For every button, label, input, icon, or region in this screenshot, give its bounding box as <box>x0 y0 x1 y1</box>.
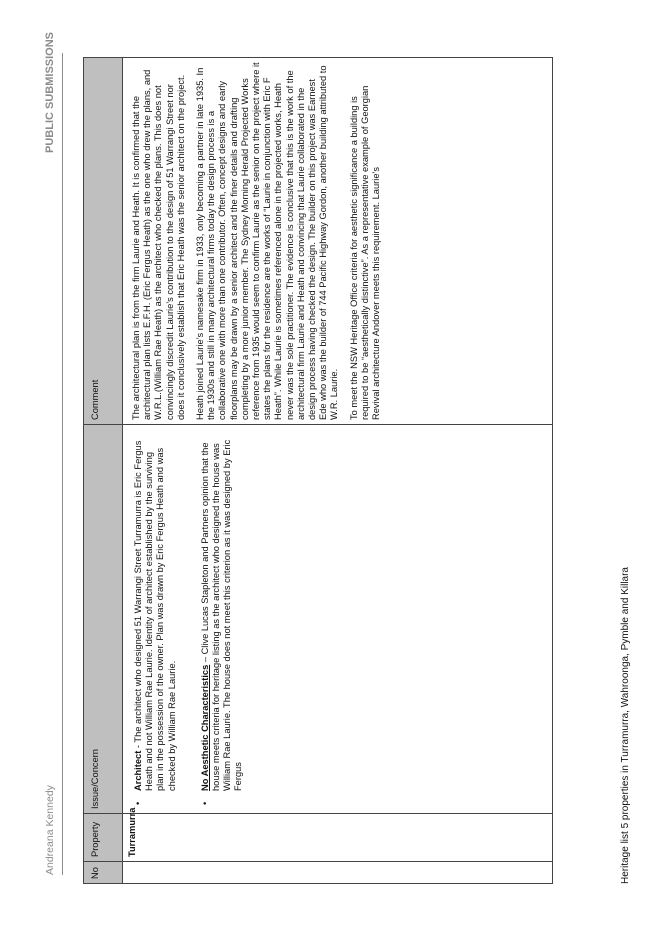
column-header-property: Property <box>84 814 123 862</box>
bullet-icon: • <box>133 801 143 805</box>
header-section-title: PUBLIC SUBMISSIONS <box>44 31 56 153</box>
comment-paragraph: To meet the NSW Heritage Office criteria for aesthetic significance a building is required to be “aesthetically distinctive”. As a representative example of Georgian Revival architecture Andover meets this requirement. Laurie’s <box>348 85 382 420</box>
submissions-table <box>83 57 553 884</box>
cell-property: Turramurra <box>123 814 553 862</box>
issue-text: Clive Lucas Stapleton and Partners opinion that the house meets criteria for heritage listing as the architect who designed the house was William Rae Laurie. The house does not meet this criterion as it was designed by Eric Fergus <box>199 439 244 791</box>
issue-item-architect <box>133 433 178 805</box>
header-author: Andreana Kennedy <box>44 785 56 875</box>
column-header-no: No <box>84 862 123 884</box>
table-header-row <box>84 58 123 884</box>
column-header-comment: Comment <box>84 58 123 425</box>
cell-comment <box>123 58 553 425</box>
issue-list <box>125 429 245 809</box>
issue-title: No Aesthetic Characteristics <box>199 664 210 791</box>
issue-separator: – <box>199 654 210 665</box>
issue-item-aesthetic <box>199 433 245 805</box>
issue-separator: - <box>133 742 143 751</box>
cell-issues <box>123 425 553 814</box>
table-row <box>123 58 553 884</box>
cell-no <box>123 862 553 884</box>
column-header-issue: Issue/Concern <box>84 425 123 814</box>
page-footer: Heritage list 5 properties in Turramurra, Wahroonga, Pymble and Killara <box>620 567 631 884</box>
issue-text: The architect who designed 51 Warrangi Street Turramurra is Eric Fergus Heath and not William Rae Laurie. Identity of architect established by the surviving plan in the possession of the owner. Plan was drawn by Eric Fergus Heath and was checked by William Rae Laurie. <box>133 440 177 791</box>
header-rule <box>62 53 63 875</box>
issue-title: Architect <box>133 750 143 791</box>
comment-paragraph: The architectural plan is from the firm Laurie and Heath. It is confirmed that the architectural plan lists E.F.H. (Eric Fergus Heath) as the one who drew the plans, and W.R.L.(William Rae Heath) as the architect who checked the plans. This does not convincingly discredit Laurie’s contribution to the design of 51 Warrangi Street nor does it conclusively establish that Eric Heath was the senior architect on the project. <box>131 69 186 420</box>
bullet-icon: • <box>199 801 210 805</box>
comment-paragraph: Heath joined Laurie’s namesake firm in 1933, only becoming a partner in late 1935. In the 1930s and still in many architectural firms today the design process is a collaborative one with more than one contributor. Often, concept designs and early floorplans may be drawn by a senior architect and the finer details and drafting completing by a more junior member. The Sydney Morning Herald Projected Works reference from 1935 would seem to confirm Laurie as the senior on the project where it states the plans for the residence are the works of “Laurie in conjunction with Eric F Heath”. While Laurie is sometimes referenced alone in the projected works, Heath never was the sole practitioner. The evidence is conclusive that this is the work of the architectural firm Laurie and Heath and convincing that Laurie collaborated in the design process having checked the design. The builder on this project was Earnest Ede who was the builder of 744 Pacific Highway Gordon, another building attributed to W.R. Laurie. <box>195 62 340 420</box>
